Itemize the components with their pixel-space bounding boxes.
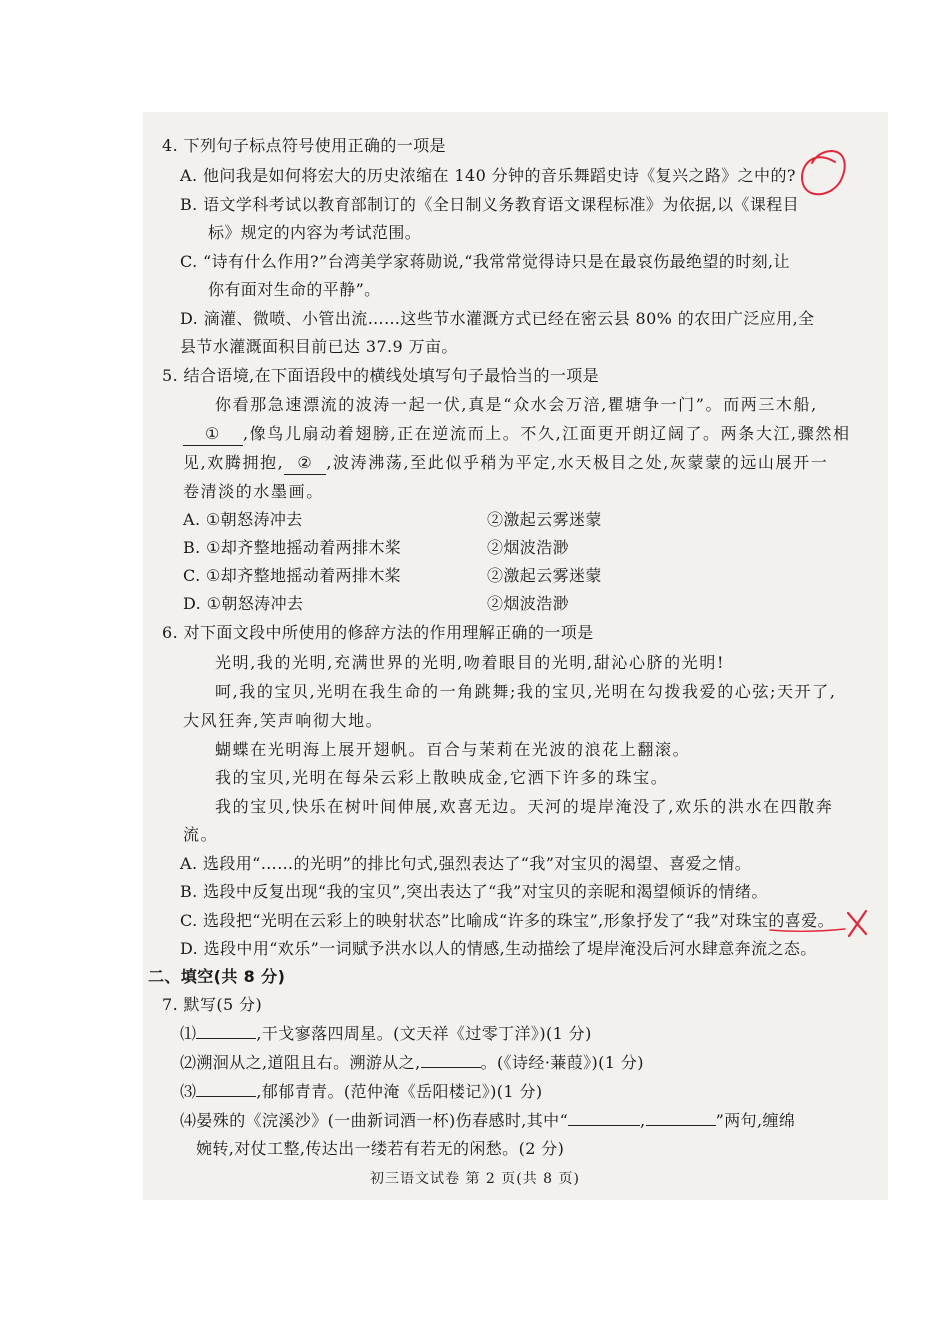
q6-option-c: C. 选段把“光明在云彩上的映射状态”比喻成“许多的珠宝”,形象抒发了“我”对珠宝的喜爱。 (180, 911, 835, 930)
q4-option-c-line1: C. “诗有什么作用?”台湾美学家蒋勋说,“我常常觉得诗只是在最哀伤最绝望的时刻,让 (180, 252, 790, 271)
q5-passage-line3-text-b: ,波涛沸荡,至此似乎稍为平定,水天极目之处,灰蒙蒙的远山展开一 (326, 453, 829, 472)
page-footer: 初三语文试卷 第 2 页(共 8 页) (370, 1171, 580, 1187)
q6-option-b: B. 选段中反复出现“我的宝贝”,突出表达了“我”对宝贝的亲昵和渴望倾诉的情绪。 (180, 882, 768, 901)
q5-option-a-first: A. ①朝怒涛冲去 (183, 510, 303, 529)
q6-stem: 6. 对下面文段中所使用的修辞方法的作用理解正确的一项是 (162, 623, 594, 642)
q7-item-1 (180, 1023, 592, 1045)
q4-option-a: A. 他问我是如何将宏大的历史浓缩在 140 分钟的音乐舞蹈史诗《复兴之路》之中的? (180, 166, 796, 185)
q7-blank-4 (568, 1125, 640, 1126)
q7-item-2 (180, 1052, 644, 1074)
q5-option-c-second: ②激起云雾迷蒙 (487, 566, 602, 585)
q6-passage-line3: 大风狂奔,笑声响彻大地。 (183, 711, 384, 730)
q5-option-a-second: ②激起云雾迷蒙 (487, 510, 602, 529)
q7-item-4-text-a: ⑷晏殊的《浣溪沙》(一曲新词酒一杯)伤春感时,其中“ (180, 1111, 569, 1130)
q7-blank-5 (646, 1125, 716, 1126)
q4-stem: 4. 下列句子标点符号使用正确的一项是 (162, 136, 446, 155)
q5-passage-line3-text-a: 见,欢腾拥抱, (183, 453, 285, 472)
q6-passage-line2: 呵,我的宝贝,光明在我生命的一角跳舞;我的宝贝,光明在勾拨我爱的心弦;天开了, (215, 682, 837, 701)
q7-item-2-text-b: 。(《诗经·蒹葭》)(1 分) (480, 1053, 644, 1072)
q5-option-d-second: ②烟波浩渺 (487, 594, 570, 613)
q6-passage-line4: 蝴蝶在光明海上展开翅帆。百合与茉莉在光波的浪花上翻滚。 (215, 740, 691, 759)
q7-item-4-text-b: ”两句,缠绵 (715, 1111, 796, 1130)
section-2-title: 二、填空(共 8 分) (148, 967, 286, 986)
q5-blank-1: ① (183, 423, 243, 446)
q6-passage-line1: 光明,我的光明,充满世界的光明,吻着眼目的光明,甜沁心脐的光明! (215, 653, 725, 672)
q5-option-d-first: D. ①朝怒涛冲去 (183, 594, 304, 613)
q5-option-b-first: B. ①却齐整地摇动着两排木桨 (183, 538, 402, 557)
q6-passage-line5: 我的宝贝,光明在每朵云彩上散映成金,它洒下许多的珠宝。 (215, 768, 669, 787)
q5-passage-line2 (183, 423, 851, 446)
q6-passage-line7: 流。 (183, 825, 219, 844)
q7-item-4-separator: , (640, 1111, 646, 1130)
q6-passage-line6: 我的宝贝,快乐在树叶间伸展,欢喜无边。天河的堤岸淹没了,欢乐的洪水在四散奔 (215, 797, 834, 816)
q7-item-3 (180, 1081, 543, 1103)
q4-option-c-line2: 你有面对生命的平静”。 (208, 280, 381, 299)
q4-option-b-line1: B. 语文学科考试以教育部制订的《全日制义务教育语文课程标准》为依据,以《课程目 (180, 195, 800, 214)
q7-item-4-line2: 婉转,对仗工整,传达出一缕若有若无的闲愁。(2 分) (196, 1139, 565, 1158)
q5-passage-line3 (183, 452, 828, 475)
q5-blank-2: ② (284, 452, 326, 475)
q7-stem: 7. 默写(5 分) (162, 995, 263, 1014)
q7-blank-3 (196, 1096, 256, 1097)
q6-option-a: A. 选段用“……的光明”的排比句式,强烈表达了“我”对宝贝的渴望、喜爱之情。 (180, 854, 752, 873)
q5-option-b-second: ②烟波浩渺 (487, 538, 570, 557)
q5-passage-line1: 你看那急速漂流的波涛一起一伏,真是“众水会万涪,瞿塘争一门”。而两三木船, (215, 395, 818, 414)
q5-stem: 5. 结合语境,在下面语段中的横线处填写句子最恰当的一项是 (162, 366, 600, 385)
q5-passage-line2-text: ,像鸟儿扇动着翅膀,正在逆流而上。不久,江面更开朗辽阔了。两条大江,骤然相 (243, 424, 851, 443)
q4-option-b-line2: 标》规定的内容为考试范围。 (208, 223, 422, 242)
q7-item-3-text: ,郁郁青青。(范仲淹《岳阳楼记》)(1 分) (256, 1082, 543, 1101)
q5-passage-line4: 卷清淡的水墨画。 (183, 482, 324, 501)
q6-option-d: D. 选段中用“欢乐”一词赋予洪水以人的情感,生动描绘了堤岸淹没后河水肆意奔流之态。 (180, 939, 817, 958)
q7-item-1-text: ,干戈寥落四周星。(文天祥《过零丁洋》)(1 分) (256, 1024, 592, 1043)
q7-blank-2 (421, 1067, 481, 1068)
q7-item-4 (180, 1110, 795, 1132)
q7-item-3-number: ⑶ (180, 1082, 197, 1101)
q7-item-1-number: ⑴ (180, 1024, 197, 1043)
q7-blank-1 (196, 1038, 256, 1039)
q4-option-d-line2: 县节水灌溉面积目前已达 37.9 万亩。 (180, 337, 458, 356)
q4-option-d-line1: D. 滴灌、微喷、小管出流……这些节水灌溉方式已经在密云县 80% 的农田广泛应用,全 (180, 309, 815, 328)
q7-item-2-text-a: ⑵溯洄从之,道阻且右。溯游从之, (180, 1053, 421, 1072)
q5-option-c-first: C. ①却齐整地摇动着两排木桨 (183, 566, 402, 585)
